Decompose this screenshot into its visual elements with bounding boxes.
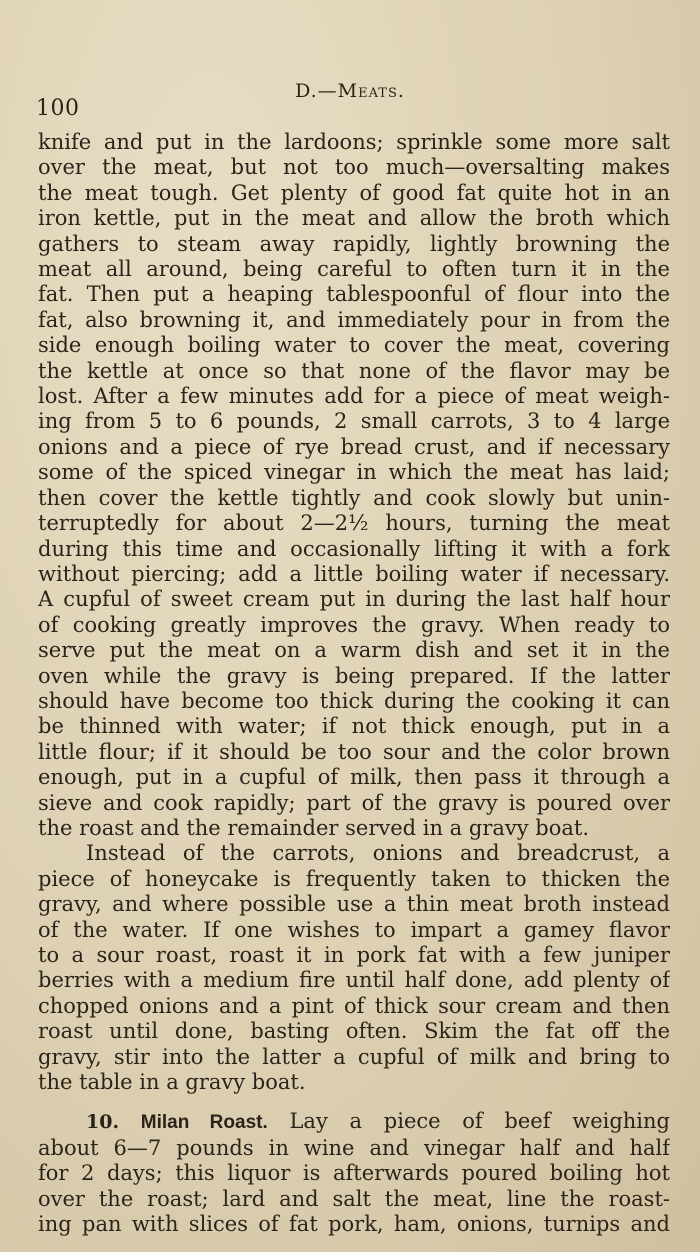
text-line: fat, also browning it, and immediately pour in from the xyxy=(38,307,670,332)
paragraph-gap xyxy=(38,1095,670,1109)
text-line: over the meat, but not too much—oversalting makes xyxy=(38,155,670,180)
text-line: about 6—7 pounds in wine and vinegar half and half xyxy=(38,1135,670,1160)
text-line: be thinned with water; if not thick enough, put in a xyxy=(38,714,670,739)
text-line: of the water. If one wishes to impart a gamey flavor xyxy=(38,917,670,942)
text-line: the kettle at once so that none of the flavor may be xyxy=(38,358,670,383)
recipe-number: 10. xyxy=(86,1111,120,1134)
text-line: chopped onions and a pint of thick sour cream and then xyxy=(38,993,670,1018)
text-line: lost. After a few minutes add for a piece of meat weigh- xyxy=(38,384,670,409)
text-line: gravy, and where possible use a thin meat broth instead xyxy=(38,892,670,917)
text-line: knife and put in the lardoons; sprinkle some more salt xyxy=(38,130,670,154)
text-line: side enough boiling water to cover the meat, covering xyxy=(38,333,670,358)
body-text xyxy=(38,130,670,1237)
text-line: ing pan with slices of fat pork, ham, onions, turnips and xyxy=(38,1212,670,1237)
text-line: then cover the kettle tightly and cook slowly but unin- xyxy=(38,485,670,510)
recipe-title: Milan Roast. xyxy=(140,1112,268,1134)
text-line: iron kettle, put in the meat and allow the broth which xyxy=(38,206,670,231)
text-line: roast until done, basting often. Skim the fat off the xyxy=(38,1019,670,1044)
text-line: meat all around, being careful to often turn it in the xyxy=(38,257,670,282)
text-line: oven while the gravy is being prepared. If the latter xyxy=(38,663,670,688)
text-line: the table in a gravy boat. xyxy=(38,1070,306,1095)
text-line: to a sour roast, roast it in pork fat with a few juniper xyxy=(38,943,670,967)
text-line: terruptedly for about 2—2½ hours, turning the meat xyxy=(38,511,670,536)
text-line: the roast and the remainder served in a gravy boat. xyxy=(38,815,590,840)
text-line: A cupful of sweet cream put in during the last half hour xyxy=(38,587,670,612)
text-line: of cooking greatly improves the gravy. When ready to xyxy=(38,612,670,637)
text-line: should have become too thick during the cooking it can xyxy=(38,688,670,713)
text-line: enough, put in a cupful of milk, then pass it through a xyxy=(38,765,670,790)
text-line: ing from 5 to 6 pounds, 2 small carrots, 3 to 4 large xyxy=(38,409,670,434)
text-line: for 2 days; this liquor is afterwards poured boiling hot xyxy=(38,1161,670,1186)
text-line: piece of honeycake is frequently taken to thicken the xyxy=(38,866,670,891)
text-line: serve put the meat on a warm dish and set it in the xyxy=(38,638,670,663)
text-line: during this time and occasionally lifting it with a fork xyxy=(38,536,670,561)
text-line: gathers to steam away rapidly, lightly browning the xyxy=(38,231,670,256)
text-line: Instead of the carrots, onions and breadcrust, a xyxy=(86,841,670,866)
running-title: D.—Meats. xyxy=(295,80,405,102)
recipe-milan-roast xyxy=(38,1109,670,1237)
text-line: berries with a medium fire until half done, add plenty of xyxy=(38,968,670,993)
paragraph-variations xyxy=(38,841,670,1095)
text-line: the meat tough. Get plenty of good fat quite hot in an xyxy=(38,180,670,205)
recipe-first-line-text: Lay a piece of beef weighing xyxy=(289,1109,670,1134)
text-line: without piercing; add a little boiling water if necessary. xyxy=(38,561,670,586)
text-line: over the roast; lard and salt the meat, line the roast- xyxy=(38,1186,670,1211)
text-line: some of the spiced vinegar in which the meat has laid; xyxy=(38,460,670,485)
recipe-first-line xyxy=(38,1109,670,1135)
page-number: 100 xyxy=(36,96,80,121)
paragraph-roast-method xyxy=(38,130,670,841)
text-line: onions and a piece of rye bread crust, and if necessary xyxy=(38,434,670,459)
text-line: sieve and cook rapidly; part of the gravy is poured over xyxy=(38,790,670,815)
text-line: fat. Then put a heaping tablespoonful of flour into the xyxy=(38,282,670,307)
text-line: gravy, stir into the latter a cupful of milk and bring to xyxy=(38,1044,670,1069)
text-line: little flour; if it should be too sour and the color brown xyxy=(38,739,670,764)
